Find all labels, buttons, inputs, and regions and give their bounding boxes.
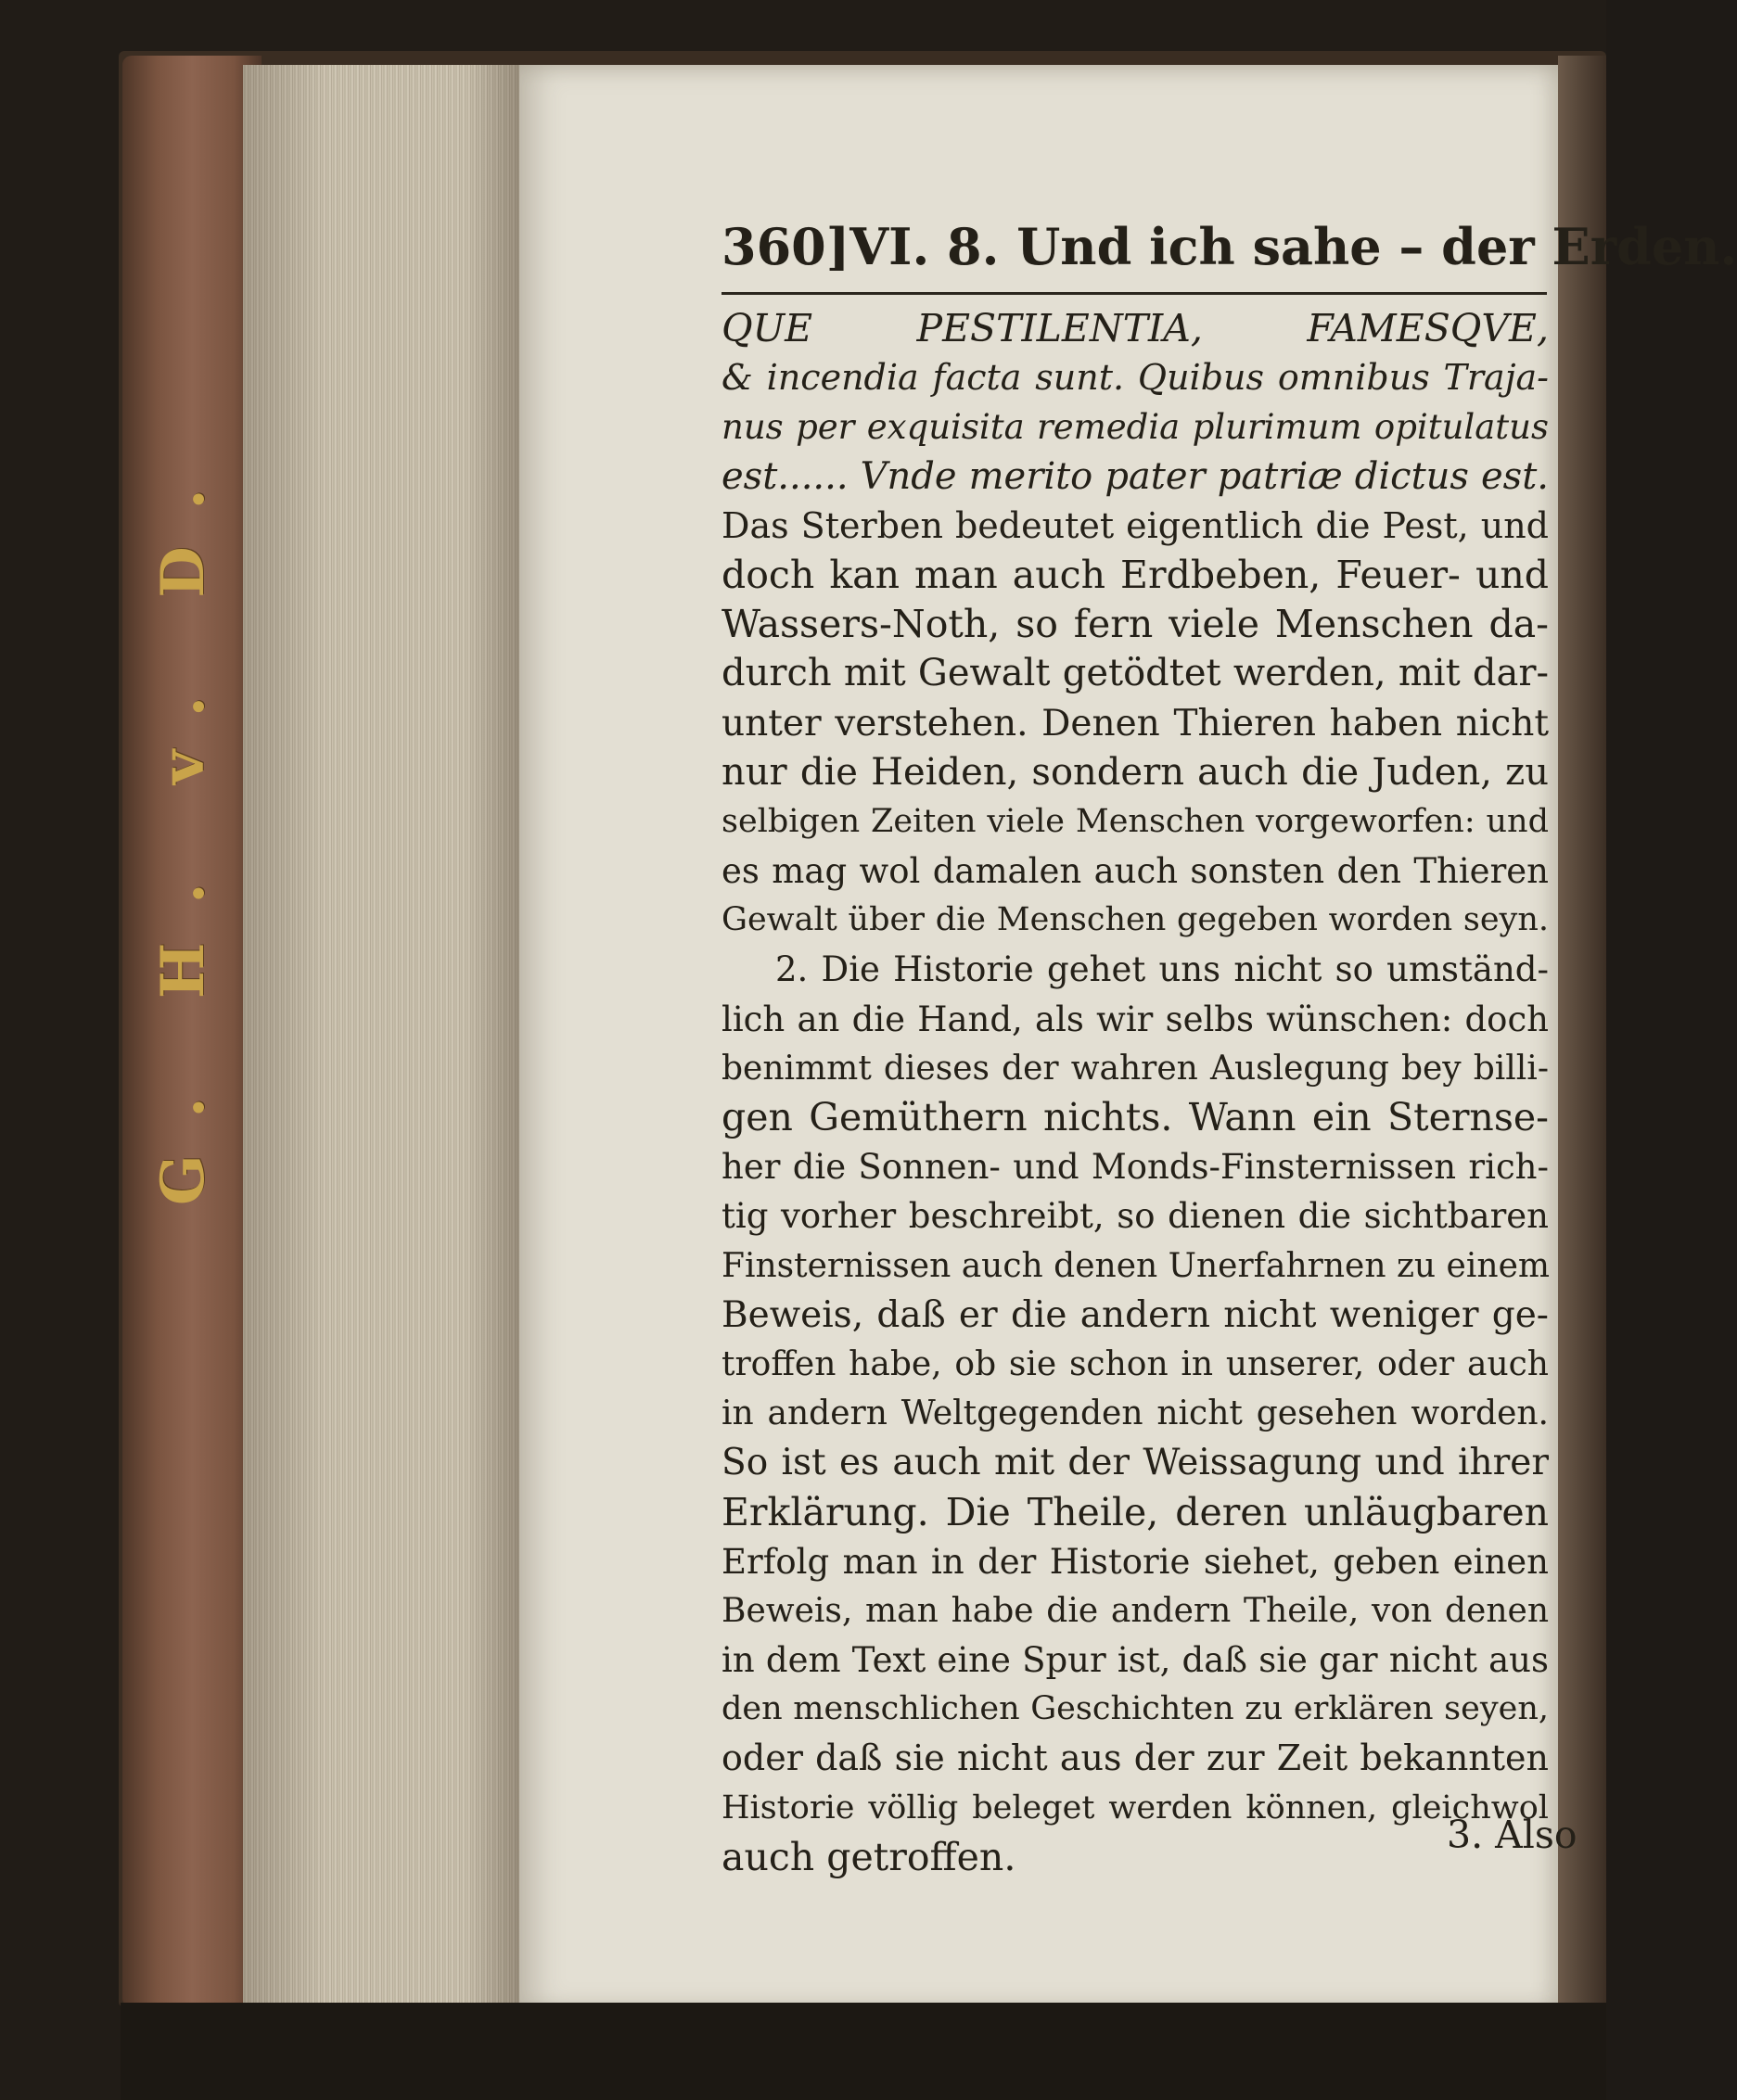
page-edges-shade — [243, 65, 521, 2003]
text-line: gen Gemüthern nichts. Wann ein Sternse- — [722, 1095, 1549, 1139]
spine-title: G. H. v. D. — [148, 450, 218, 1205]
text-line: durch mit Gewalt getödtet werden, mit dar- — [722, 652, 1549, 695]
text-line: doch kan man auch Erdbeben, Feuer- und — [722, 552, 1549, 597]
catchword: 3. Also — [1447, 1813, 1577, 1857]
text-line: Finsternissen auch denen Unerfahrnen zu einem — [722, 1246, 1551, 1285]
text-line: lich an die Hand, als wir selbs wünschen: doch — [722, 999, 1549, 1039]
text-line: auch getroffen. — [722, 1834, 1016, 1879]
text-line: benimmt dieses der wahren Auslegung bey billi- — [722, 1049, 1549, 1088]
text-line: Gewalt über die Menschen gegeben worden seyn. — [722, 901, 1549, 939]
running-head — [722, 209, 1737, 285]
text-line: Erfolg man in der Historie siehet, geben einen — [722, 1541, 1549, 1582]
text-line: oder daß sie nicht aus der zur Zeit bekannten — [722, 1737, 1549, 1779]
text-line: nus per exquisita remedia plurimum opitulatus — [722, 407, 1549, 448]
text-line: Das Sterben bedeutet eigentlich die Pest, und — [722, 504, 1549, 546]
text-line: Historie völlig beleget werden können, gleichwol — [722, 1788, 1549, 1826]
text-line: Erklärung. Die Theile, deren unläugbaren — [722, 1489, 1549, 1534]
facing-page-edge — [1558, 56, 1606, 2021]
text-line: troffen habe, ob sie schon in unserer, oder auch — [722, 1344, 1549, 1383]
page-text — [722, 209, 1737, 1882]
text-line: Wassers-Noth, so fern viele Menschen da- — [722, 602, 1549, 647]
text-lines — [722, 304, 1549, 1882]
text-line: nur die Heiden, sondern auch die Juden, zu — [722, 750, 1549, 794]
text-line: est...... Vnde merito pater patriæ dictus est. — [722, 454, 1549, 498]
page-number: 360] — [722, 217, 850, 276]
bottom-shadow — [121, 2003, 1606, 2100]
text-line: 2. Die Historie gehet uns nicht so umständ- — [775, 949, 1549, 990]
text-line: QUE PESTILENTIA, FAMESQVE, — [722, 306, 1549, 350]
text-line: Beweis, man habe die andern Theile, von denen — [722, 1591, 1549, 1630]
text-line: es mag wol damalen auch sonsten den Thieren — [722, 851, 1549, 892]
text-line: in andern Weltgegenden nicht gesehen worden. — [722, 1394, 1549, 1433]
text-line: tig vorher beschreibt, so dienen die sichtbaren — [722, 1196, 1549, 1237]
text-line: den menschlichen Geschichten zu erklären seyen, — [722, 1690, 1549, 1728]
header-rule — [722, 292, 1547, 295]
text-line: unter verstehen. Denen Thieren haben nicht — [722, 702, 1549, 745]
text-line: in dem Text eine Spur ist, daß sie gar nicht aus — [722, 1640, 1549, 1681]
running-title: VI. 8. Und ich sahe – der Erden. — [849, 217, 1737, 276]
text-line: So ist es auch mit der Weissagung und ihrer — [722, 1442, 1549, 1484]
text-line: her die Sonnen- und Monds-Finsternissen rich- — [722, 1147, 1549, 1188]
text-line: selbigen Zeiten viele Menschen vorgeworfen: und — [722, 802, 1549, 840]
text-line: & incendia facta sunt. Quibus omnibus Traja- — [722, 357, 1549, 399]
text-line: Beweis, daß er die andern nicht weniger ge- — [722, 1293, 1549, 1336]
